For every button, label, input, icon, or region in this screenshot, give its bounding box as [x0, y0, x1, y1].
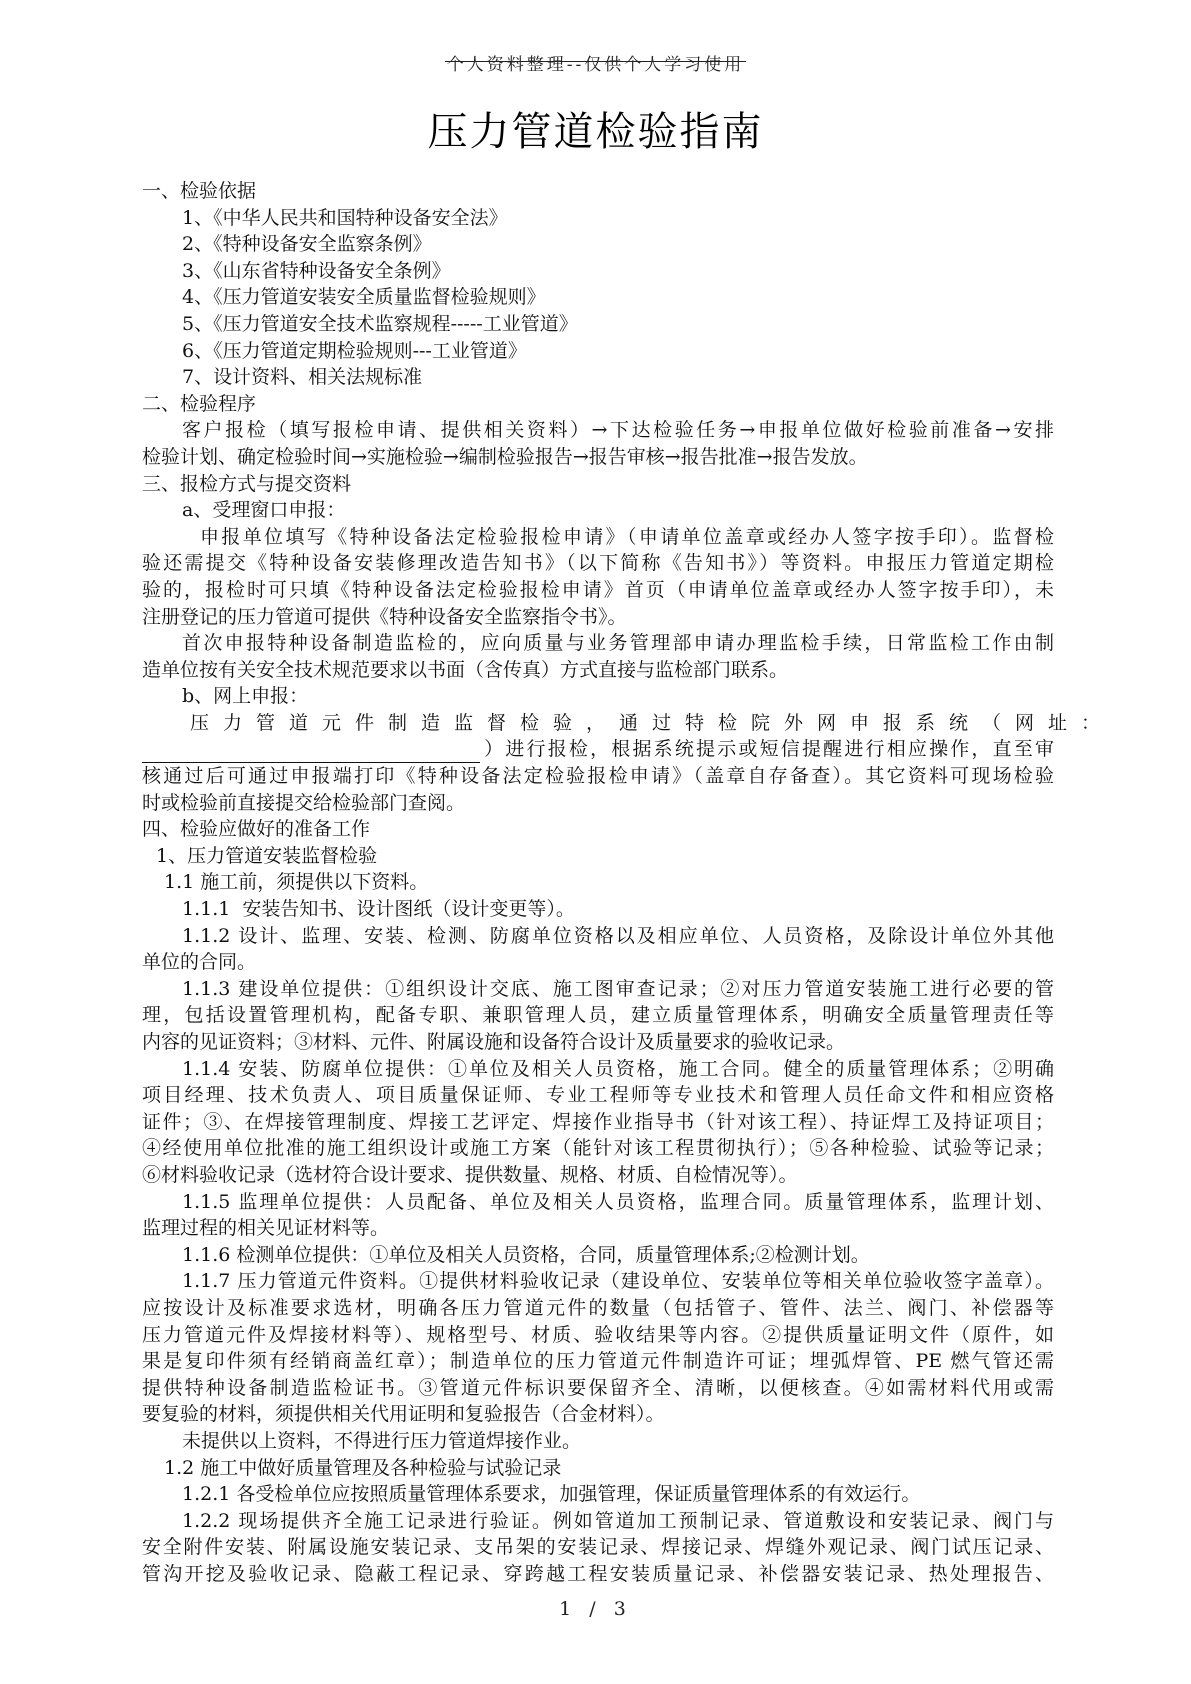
paragraph-line: 要复验的材料，须提供相关代用证明和复验报告（合金材料）。: [142, 1403, 665, 1426]
paragraph-line: 客户报检（填写报检申请、提供相关资料）→下达检验任务→申报单位做好检验前准备→安排: [182, 419, 1054, 442]
paragraph-line: 压力管道元件制造监督检验，通过特检院外网申报系统（网址：: [190, 711, 1115, 734]
paragraph-line: 提供特种设备制造监检证书。③管道元件标识要保留齐全、清晰，以便核查。④如需材料代用或需: [142, 1376, 1054, 1399]
paragraph-line: 果是复印件须有经销商盖红章）；制造单位的压力管道元件制造许可证；埋弧焊管、PE 燃气管还需: [142, 1350, 1054, 1373]
paragraph-line: 单位的合同。: [142, 951, 257, 974]
paragraph-line: 理，包括设置管理机构，配备专职、兼职管理人员，建立质量管理体系，明确安全质量管理责任等: [142, 1004, 1054, 1027]
paragraph-line: 验的，报检时可只填《特种设备法定检验报检申请》首页（申请单位盖章或经办人签字按手印），未: [142, 578, 1054, 601]
section-heading-2: 二、检验程序: [142, 392, 257, 415]
paragraph-line: 证件；③、在焊接管理制度、焊接工艺评定、焊接作业指导书（针对该工程）、持证焊工及持证项目；: [142, 1110, 1054, 1133]
list-item: 3、《山东省特种设备安全条例》: [182, 259, 451, 282]
document-title: 压力管道检验指南: [427, 109, 764, 155]
paragraph-line: 造单位按有关安全技术规范要求以书面（含传真）方式直接与监检部门联系。: [142, 658, 789, 681]
paragraph-line-tail: ）进行报检，根据系统提示或短信提醒进行相应操作，直至审: [482, 738, 1054, 761]
list-item: 2、《特种设备安全监察条例》: [182, 233, 432, 256]
header-watermark-text: 个人资料整理--仅供个人学习使用: [445, 50, 747, 75]
paragraph-line: 核通过后可通过申报端打印《特种设备法定检验报检申请》（盖章自存备查）。其它资料可现场检验: [142, 765, 1054, 788]
document-body: [142, 178, 1115, 1587]
subsection-heading: 1、压力管道安装监督检验: [156, 844, 378, 867]
paragraph-line: 检验计划、确定检验时间→实施检验→编制检验报告→报告审核→报告批准→报告发放。: [142, 445, 868, 468]
paragraph-line: ⑥材料验收记录（选材符合设计要求、提供数量、规格、材质、自检情况等）。: [142, 1163, 798, 1186]
paragraph-line: 管沟开挖及验收记录、隐蔽工程记录、穿跨越工程安装质量记录、补偿器安装记录、热处理报告、: [142, 1562, 1054, 1585]
paragraph-line: 1.2.1 各受检单位应按照质量管理体系要求，加强管理，保证质量管理体系的有效运行。: [182, 1483, 921, 1506]
list-item: 4、《压力管道安装安全质量监督检验规则》: [182, 286, 546, 309]
paragraph-line: 注册登记的压力管道可提供《特种设备安全监察指令书》。: [142, 605, 627, 628]
paragraph-line: 应按设计及标准要求选材，明确各压力管道元件的数量（包括管子、管件、法兰、阀门、补偿器等: [142, 1296, 1054, 1319]
subsection-heading: 1.1 施工前，须提供以下资料。: [164, 871, 429, 894]
subsection-heading-b: b、网上申报：: [182, 685, 309, 708]
paragraph-line: 1.1.4 安装、防腐单位提供：①单位及相关人员资格，施工合同。健全的质量管理体系；②明确: [182, 1057, 1054, 1080]
paragraph-line: 内容的见证资料；③材料、元件、附属设施和设备符合设计及质量要求的验收记录。: [142, 1031, 846, 1053]
paragraph-line: 项目经理、技术负责人、项目质量保证师、专业工程师等专业技术和管理人员任命文件和相应资格: [142, 1084, 1054, 1107]
paragraph-line: 1.1.6 检测单位提供：①单位及相关人员资格，合同，质量管理体系;②检测计划。: [182, 1243, 870, 1266]
paragraph-line: 1.2.2 现场提供齐全施工记录进行验证。例如管道加工预制记录、管道敷设和安装记录、阀门与: [182, 1509, 1054, 1532]
paragraph-line: 压力管道元件及焊接材料等）、规格型号、材质、验收结果等内容。②提供质量证明文件（原件，如: [142, 1323, 1054, 1346]
paragraph-line: 安全附件安装、附属设施安装记录、支吊架的安装记录、焊接记录、焊缝外观记录、阀门试压记录、: [142, 1536, 1054, 1559]
paragraph-line: 1.1.7 压力管道元件资料。①提供材料验收记录（建设单位、安装单位等相关单位验收签字盖章）。: [182, 1270, 1054, 1293]
section-heading-3: 三、报检方式与提交资料: [142, 472, 352, 495]
paragraph-line: 1.1.2 设计、监理、安装、检测、防腐单位资格以及相应单位、人员资格，及除设计单位外其他: [182, 924, 1054, 947]
subsection-heading: 1.2 施工中做好质量管理及各种检验与试验记录: [164, 1456, 562, 1479]
paragraph-line: 未提供以上资料，不得进行压力管道焊接作业。: [182, 1429, 582, 1452]
paragraph-line: 1.1.5 监理单位提供：人员配备、单位及相关人员资格，监理合同。质量管理体系，监理计划、: [182, 1190, 1054, 1213]
paragraph-line: 1.1.1 安装告知书、设计图纸（设计变更等）。: [182, 898, 575, 921]
paragraph-line: 验还需提交《特种设备安装修理改造告知书》（以下简称《告知书》）等资料。申报压力管道定期检: [142, 552, 1054, 575]
url-blank-underline: [142, 742, 480, 763]
list-item: 7、设计资料、相关法规标准: [182, 366, 423, 389]
page-number: 1 / 3: [559, 1598, 632, 1620]
list-item: 5、《压力管道安全技术监察规程-----工业管道》: [182, 312, 578, 335]
paragraph-line: 1.1.3 建设单位提供：①组织设计交底、施工图审查记录；②对压力管道安装施工进行必要的管: [182, 977, 1054, 1000]
paragraph-line: ④经使用单位批准的施工组织设计或施工方案（能针对该工程贯彻执行）；⑤各种检验、试验等记录；: [142, 1137, 1054, 1160]
paragraph-line: 首次申报特种设备制造监检的，应向质量与业务管理部申请办理监检手续，日常监检工作由制: [182, 632, 1054, 655]
paragraph-line-with-blank: [142, 736, 1054, 763]
paragraph-line: 监理过程的相关见证材料等。: [142, 1217, 390, 1240]
paragraph-line: 时或检验前直接提交给检验部门查阅。: [142, 791, 466, 814]
paragraph-line: 申报单位填写《特种设备法定检验报检申请》（申请单位盖章或经办人签字按手印）。监督检: [200, 525, 1054, 548]
section-heading-1: 一、检验依据: [142, 180, 257, 202]
subsection-heading-a: a、受理窗口申报：: [182, 499, 346, 522]
page-header: [0, 50, 1191, 75]
list-item: 1、《中华人民共和国特种设备安全法》: [182, 206, 508, 229]
list-item: 6、《压力管道定期检验规则---工业管道》: [182, 339, 527, 362]
section-heading-4: 四、检验应做好的准备工作: [142, 818, 371, 841]
